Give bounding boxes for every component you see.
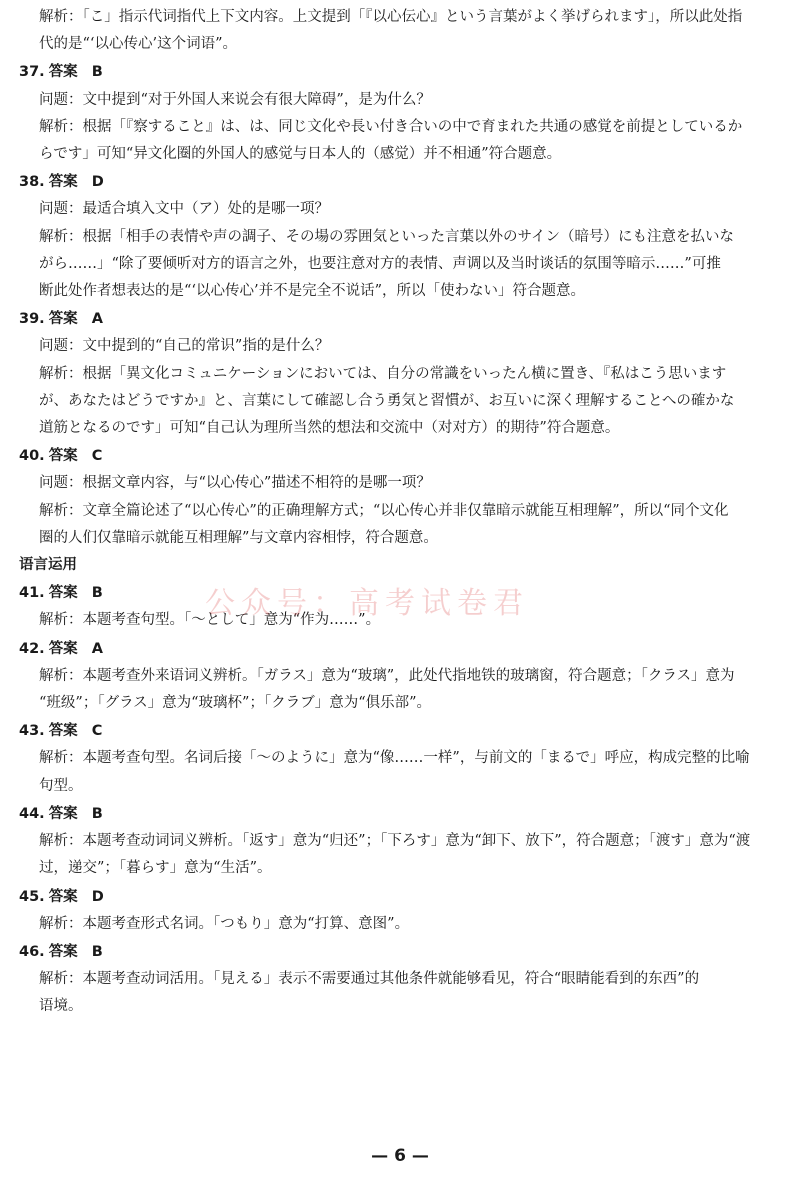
explanation-line: 句型。 [39, 777, 83, 794]
explanation-line: 问题：文中提到的“自己的常识”指的是什么？ [39, 338, 330, 355]
explanation-line: 解析：文章全篇论述了“以心传心”的正确理解方式；“以心传心并非仅靠暗示就能互相理解”，所以“同个文化 [39, 502, 729, 519]
explanation-line: “班级”；「グラス」意为“玻璃杯”；「クラブ」意为“俱乐部”。 [39, 695, 432, 712]
answer-value: A [91, 640, 103, 657]
answer-label: 答案 [48, 584, 78, 602]
explanation-line: 解析：本题考查形式名词。「つもり」意为“打算、意图”。 [39, 915, 410, 932]
answer-label: 答案 [48, 722, 78, 740]
section-title: 语言运用 [19, 557, 77, 574]
explanation-line: がら……」“除了要倾听对方的语言之外，也要注意对方的表情、声调以及当时谈话的氛围等暗示……”可推 [39, 255, 721, 272]
answer-value: B [91, 943, 103, 960]
answer-label: 答案 [48, 173, 78, 191]
answer-value: C [91, 448, 103, 465]
question-number: 39. [19, 311, 45, 328]
explanation-line: 解析：根据「異文化コミュニケーションにおいては、自分の常識をいったん横に置き、『私はこう思います [39, 365, 727, 382]
answer-block-38 [19, 168, 783, 305]
explanation-line: 解析：本题考查动词活用。「見える」表示不需要通过其他条件就能够看见，符合“眼睛能看到的东西”的 [39, 971, 700, 988]
question-number: 38. [19, 174, 45, 191]
explanation-line: らです」可知“异文化圈的外国人的感觉与日本人的（感觉）并不相通”符合题意。 [39, 146, 562, 163]
answer-value: B [91, 64, 103, 81]
answer-label: 答案 [48, 310, 78, 328]
answer-block-45 [19, 883, 783, 938]
explanation-line: 解析：根据「相手の表情や声の調子、その場の雰囲気といった言葉以外のサイン（暗号）にも注意を払いな [39, 228, 734, 245]
explanation-line: 解析：本题考查动词词义辨析。「返す」意为“归还”；「下ろす」意为“卸下、放下”，符合题意；「渡す」意为“渡 [39, 833, 751, 850]
explanation-line: 过，递交”；「暮らす」意为“生活”。 [39, 860, 272, 877]
explanation-line: 问题：文中提到“对于外国人来说会有很大障碍”，是为什么？ [39, 91, 431, 108]
document-page [19, 4, 783, 1021]
answer-value: B [91, 585, 103, 602]
answer-label: 答案 [48, 447, 78, 465]
answer-block-43 [19, 717, 783, 800]
explanation-line: 断此处作者想表达的是“‘以心传心’并不是完全不说话”，所以「使わない」符合题意。 [39, 283, 586, 300]
question-number: 42. [19, 640, 45, 657]
explanation-line: が、あなたはどうですか』と、言葉にして確認し合う勇気と習慣が、お互いに深く理解することへの確かな [39, 392, 735, 409]
question-number: 43. [19, 723, 45, 740]
explanation-line: 解析：本题考查句型。「～として」意为“作为……”。 [39, 612, 381, 629]
answer-label: 答案 [48, 942, 78, 960]
answer-block-44 [19, 800, 783, 883]
intro-line: 代的是“‘以心传心’这个词语”。 [39, 36, 238, 53]
question-number: 37. [19, 64, 45, 81]
answer-value: A [91, 311, 103, 328]
explanation-line: 道筋となるのです」可知“自己认为理所当然的想法和交流中（对对方）的期待”符合题意。 [39, 420, 620, 437]
explanation-line: 圈的人们仅靠暗示就能互相理解”与文章内容相悖，符合题意。 [39, 529, 438, 546]
watermark: 公众号：高考试卷君 [205, 586, 529, 621]
answer-label: 答案 [48, 63, 78, 81]
answer-label: 答案 [48, 639, 78, 657]
answer-value: C [91, 723, 103, 740]
explanation-line: 解析：本题考查外来语词义辨析。「ガラス」意为“玻璃”，此处代指地铁的玻璃窗，符合题意；「クラス」意为 [39, 667, 735, 684]
question-number: 40. [19, 448, 45, 465]
answer-label: 答案 [48, 804, 78, 822]
page-number: — 6 — [371, 1146, 429, 1166]
question-number: 46. [19, 943, 45, 960]
answer-block-40 [19, 442, 783, 552]
answer-block-39 [19, 305, 783, 442]
explanation-line: 问题：最适合填入文中（ア）处的是哪一项？ [39, 201, 329, 218]
answer-block-41 [19, 579, 783, 634]
intro-line: 解析：「こ」指示代词指代上下文内容。上文提到「『以心伝心』という言葉がよく挙げられます」，所以此处指 [39, 9, 743, 25]
question-number: 45. [19, 888, 45, 905]
answer-block-37 [19, 58, 783, 168]
answer-block-46 [19, 938, 783, 1021]
answer-block-42 [19, 635, 783, 718]
explanation-line: 语境。 [39, 998, 83, 1015]
explanation-line: 解析：本题考查句型。名词后接「～のように」意为“像……一样”，与前文的「まるで」呼应，构成完整的比喻 [39, 750, 750, 767]
answer-label: 答案 [48, 887, 78, 905]
explanation-line: 问题：根据文章内容，与“以心传心”描述不相符的是哪一项？ [39, 475, 431, 492]
question-number: 41. [19, 585, 45, 602]
answer-value: D [91, 174, 104, 191]
answer-value: B [91, 805, 103, 822]
answer-value: D [91, 888, 104, 905]
question-number: 44. [19, 805, 45, 822]
explanation-line: 解析：根据「『察すること』は、は、同じ文化や長い付き合いの中で育まれた共通の感覚を前提としているか [39, 118, 743, 135]
